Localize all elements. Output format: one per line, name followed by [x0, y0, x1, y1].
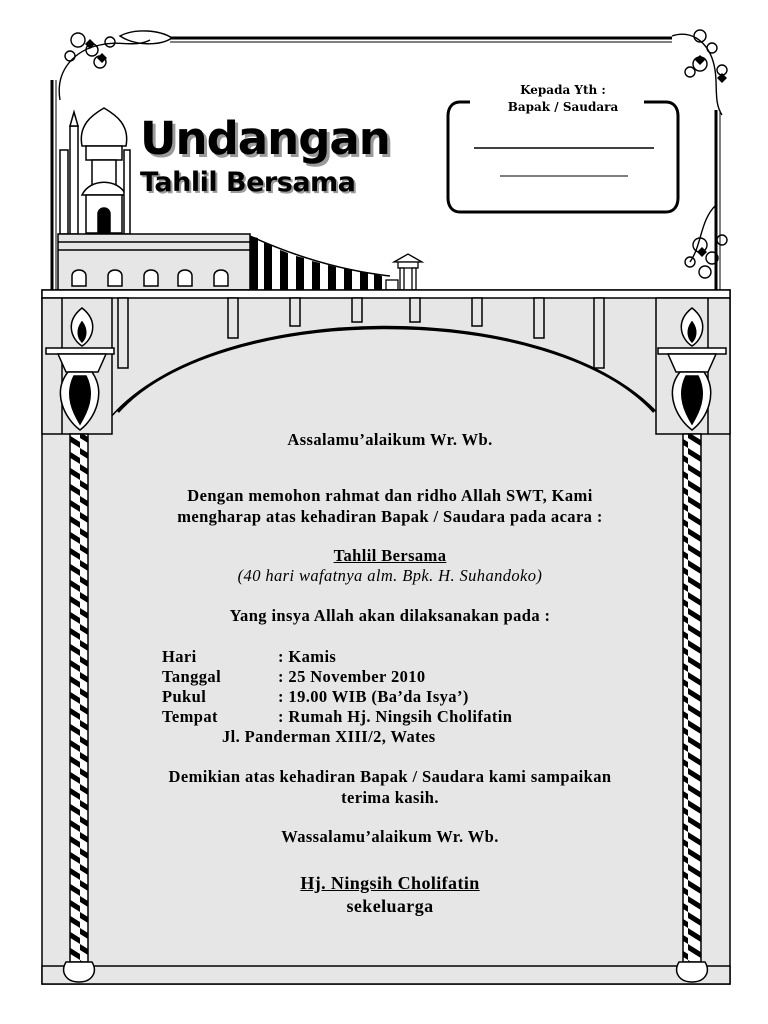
detail-value-date: : 25 November 2010: [278, 667, 426, 686]
event-name: Tahlil Bersama: [333, 546, 447, 565]
mosque-building: [58, 234, 250, 290]
invitation-title: Undangan: [140, 112, 390, 165]
floral-corner-mid-right: [685, 205, 727, 278]
detail-value-time: : 19.00 WIB (Ba’da Isya’): [278, 687, 469, 706]
intro-line-1: Dengan memohon rahmat dan ridho Allah SWT, Kami: [187, 486, 593, 505]
small-gazebo: [386, 254, 422, 290]
detail-label-time: Pukul: [162, 687, 207, 706]
lead-line: Yang insya Allah akan dilaksanakan pada :: [229, 606, 551, 625]
detail-value-place: : Rumah Hj. Ningsih Cholifatin: [278, 707, 513, 726]
signer-sub: sekeluarga: [346, 896, 434, 916]
greeting: Assalamu’alaikum Wr. Wb.: [287, 430, 493, 449]
detail-value-day: : Kamis: [278, 647, 337, 666]
recipient-line-1: Kepada Yth :: [520, 83, 606, 97]
recipient-box: [448, 102, 678, 212]
mosque-minaret: [60, 108, 130, 234]
detail-address: Jl. Panderman XIII/2, Wates: [222, 727, 436, 746]
colonnade: [250, 236, 390, 290]
event-name-wrap: [110, 546, 670, 566]
event-note: (40 hari wafatnya alm. Bpk. H. Suhandoko): [237, 566, 543, 585]
farewell: Wassalamu’alaikum Wr. Wb.: [281, 827, 499, 846]
floral-corner-top-left: [59, 31, 172, 100]
floral-corner-top-right: [672, 30, 727, 115]
recipient-line-2: Bapak / Saudara: [507, 100, 619, 114]
detail-label-date: Tanggal: [162, 667, 222, 686]
recipient-label: [448, 82, 678, 116]
closing-line-1: Demikian atas kehadiran Bapak / Saudara kami sampaikan: [168, 767, 612, 786]
signer-name: Hj. Ningsih Cholifatin: [300, 873, 480, 893]
intro-line-2: mengharap atas kehadiran Bapak / Saudara pada acara :: [177, 507, 603, 526]
detail-label-place: Tempat: [162, 707, 218, 726]
signer-wrap: [110, 873, 670, 894]
invitation-subtitle: Tahlil Bersama: [140, 167, 356, 198]
detail-label-day: Hari: [162, 647, 197, 666]
closing-line-2: terima kasih.: [341, 788, 439, 807]
